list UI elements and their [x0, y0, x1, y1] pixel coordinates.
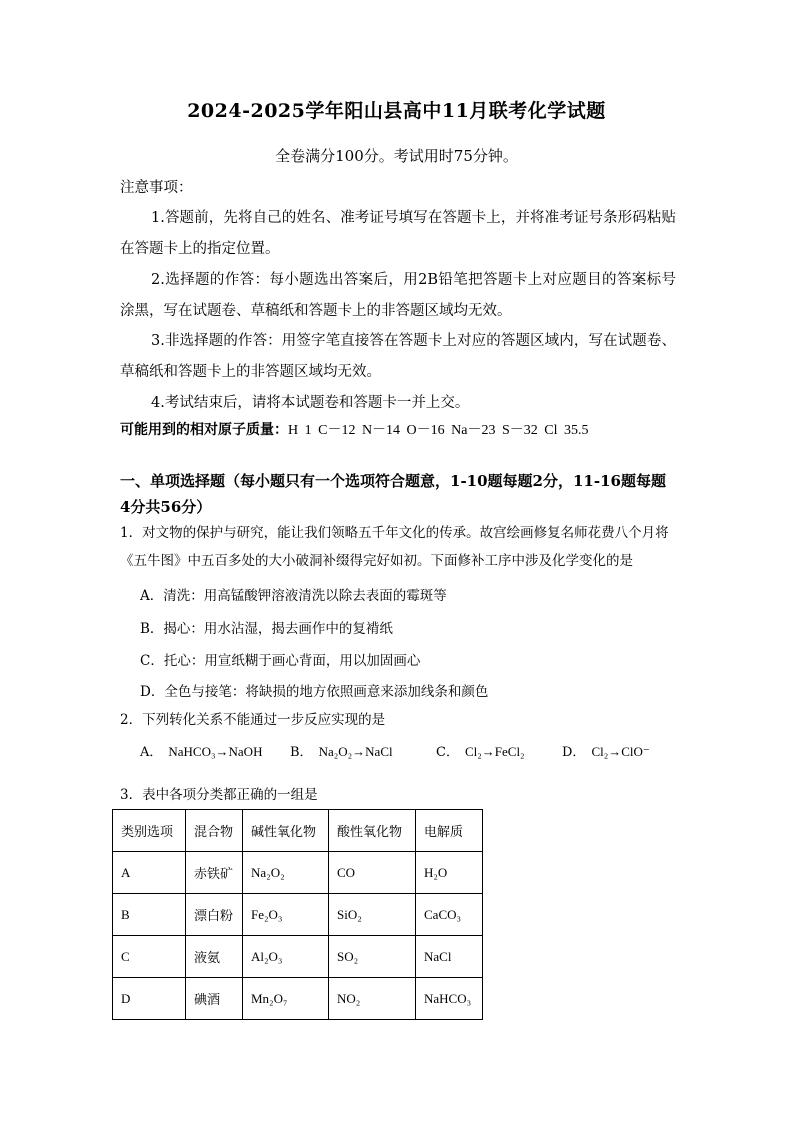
question-1-option-a: A．清洗：用高锰酸钾溶液清洗以除去表面的霉斑等 — [140, 588, 447, 604]
atomic-masses — [120, 419, 680, 442]
question-2-option-d — [562, 741, 650, 760]
table-header-cell: 电解质 — [416, 810, 483, 852]
question-1-stem: 1．对文物的保护与研究，能让我们领略五千年文化的传承。故宫绘画修复名师花费八个月将《五牛图》中五百多处的大小破洞补缀得完好如初。下面修补工序中涉及化学变化的是 — [120, 525, 669, 569]
table-cell: NaCl — [416, 936, 483, 978]
table-cell: Al₂O₃ — [243, 936, 329, 978]
table-cell: 液氨 — [186, 936, 243, 978]
table-header-row — [113, 810, 483, 852]
table-header-cell: 类别选项 — [113, 810, 186, 852]
table-cell: Na₂O₂ — [243, 852, 329, 894]
table-cell: CO — [329, 852, 416, 894]
table-cell: Mn₂O₇ — [243, 978, 329, 1020]
table-row — [113, 936, 483, 978]
question-1-option-c: C．托心：用宣纸糊于画心背面，用以加固画心 — [140, 653, 421, 669]
note-item: 3.非选择题的作答：用签字笔直接答在答题卡上对应的答题区域内，写在试题卷、草稿纸和答题卡上的非答题区域均无效。 — [120, 333, 676, 380]
table-cell: 赤铁矿 — [186, 852, 243, 894]
table-cell: C — [113, 936, 186, 978]
question-2-option-b — [290, 741, 393, 760]
question-3-stem: 3．表中各项分类都正确的一组是 — [120, 787, 318, 803]
exam-subtitle: 全卷满分100分。考试用时75分钟。 — [275, 147, 518, 165]
table-row — [113, 852, 483, 894]
question-1-option-b: B．揭心：用水沾湿，揭去画作中的复褙纸 — [140, 621, 393, 637]
table-cell: H₂O — [416, 852, 483, 894]
option-letter: B． — [290, 745, 313, 760]
table-cell: D — [113, 978, 186, 1020]
option-formula: NaHCO₃→NaOH — [168, 744, 263, 759]
exam-title: 2024-2025学年阳山县高中11月联考化学试题 — [187, 100, 606, 122]
table-header-cell: 碱性氧化物 — [243, 810, 329, 852]
option-letter: D． — [562, 745, 586, 760]
classification-table — [112, 809, 483, 1020]
option-letter: A． — [140, 745, 163, 760]
table-header-cell: 混合物 — [186, 810, 243, 852]
table-cell: NO₂ — [329, 978, 416, 1020]
question-1-option-d: D．全色与接笔：将缺损的地方依照画意来添加线条和颜色 — [140, 684, 489, 700]
table-cell: SiO₂ — [329, 894, 416, 936]
table-cell: NaHCO₃ — [416, 978, 483, 1020]
question-2-stem: 2．下列转化关系不能通过一步反应实现的是 — [120, 712, 386, 728]
option-formula: Cl₂→FeCl₂ — [464, 744, 525, 759]
question-2-option-a — [140, 741, 262, 760]
table-cell: A — [113, 852, 186, 894]
section-title: 一、单项选择题（每小题只有一个选项符合题意，1-10题每题2分，11-16题每题4分共56分） — [120, 472, 666, 516]
atomic-masses-label: 可能用到的相对原子质量： — [120, 422, 288, 438]
option-letter: C． — [436, 745, 459, 760]
table-cell: 漂白粉 — [186, 894, 243, 936]
table-row — [113, 894, 483, 936]
notes-heading: 注意事项： — [120, 180, 193, 196]
table-cell: Fe₂O₃ — [243, 894, 329, 936]
table-cell: B — [113, 894, 186, 936]
table-cell: SO₂ — [329, 936, 416, 978]
table-row — [113, 978, 483, 1020]
table-cell: 碘酒 — [186, 978, 243, 1020]
note-item: 2.选择题的作答：每小题选出答案后，用2B铅笔把答题卡上对应题目的答案标号涂黑，写在试题卷、草稿纸和答题卡上的非答题区域均无效。 — [120, 272, 676, 319]
note-item: 1.答题前，先将自己的姓名、准考证号填写在答题卡上，并将准考证号条形码粘贴在答题卡上的指定位置。 — [120, 210, 676, 257]
option-formula: Na₂O₂→NaCl — [318, 744, 393, 759]
question-2-option-c — [436, 741, 525, 760]
atomic-masses-values: H 1 C－12 N－14 O－16 Na－23 S－32 Cl 35.5 — [288, 423, 589, 438]
option-formula: Cl₂→ClO⁻ — [591, 744, 650, 759]
table-header-cell: 酸性氧化物 — [329, 810, 416, 852]
table-cell: CaCO₃ — [416, 894, 483, 936]
note-item: 4.考试结束后，请将本试题卷和答题卡一并上交。 — [151, 395, 470, 411]
